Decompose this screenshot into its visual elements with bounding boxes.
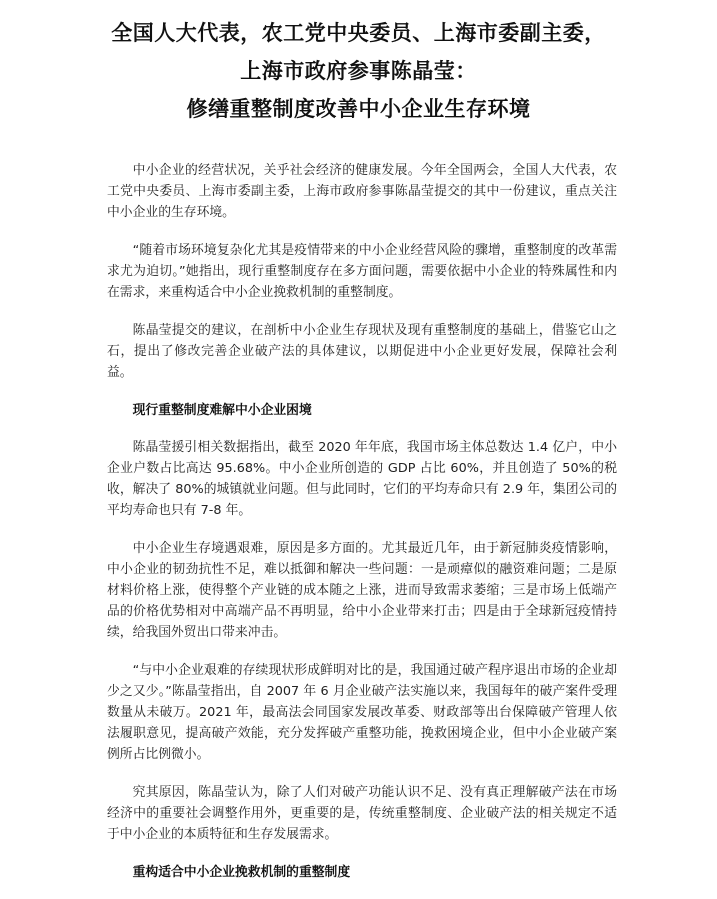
section-heading-2: 重构适合中小企业挽救机制的重整制度 (132, 865, 351, 880)
paragraph-reasons: 究其原因，陈晶莹认为，除了人们对破产功能认识不足、没有真正理解破产法在市场经济中的重要社会调整作用外，更重要的是，传统重整制度、企业破产法的相关规定不适于中小企业的本质特征和生存发展需求。 (107, 785, 617, 842)
paragraph-statistics: 陈晶莹援引相关数据指出，截至 2020 年年底，我国市场主体总数达 1.4 亿户，中小企业户数占比高达 95.68%。中小企业所创造的 GDP 占比 60%，并且创造了 50%的税收，解决了 80%的城镇就业问题。但与此同时，它们的平均寿命只有 2.9 年，集团公司的平均寿命也只有 7-8 年。 (107, 440, 617, 518)
article-title (0, 14, 717, 128)
paragraph-quote: “随着市场环境复杂化尤其是疫情带来的中小企业经营风险的骤增，重整制度的改革需求尤为迫切。”她指出，现行重整制度存在多方面问题，需要依据中小企业的特殊属性和内在需求，来重构适合中小企业挽救机制的重整制度。 (107, 243, 617, 300)
article-body (107, 160, 617, 899)
paragraph-difficulties: 中小企业生存境遇艰难，原因是多方面的。尤其最近几年，由于新冠肺炎疫情影响，中小企业的韧劲抗性不足，难以抵御和解决一些问题：一是顽瘴似的融资难问题；二是原材料价格上涨，使得整个产业链的成本随之上涨，进而导致需求萎缩；三是市场上低端产品的价格优势相对中高端产品不再明显，给中小企业带来打击；四是由于全球新冠疫情持续，给我国外贸出口带来冲击。 (107, 541, 617, 640)
title-line-2: 上海市政府参事陈晶莹： (240, 59, 477, 83)
title-line-3: 修缮重整制度改善中小企业生存环境 (186, 97, 531, 121)
paragraph-intro: 中小企业的经营状况，关乎社会经济的健康发展。今年全国两会，全国人大代表，农工党中央委员、上海市委副主委，上海市政府参事陈晶莹提交的其中一份建议，重点关注中小企业的生存环境。 (107, 163, 617, 220)
title-line-1: 全国人大代表，农工党中央委员、上海市委副主委， (111, 21, 606, 45)
paragraph-proposal: 陈晶莹提交的建议，在剖析中小企业生存现状及现有重整制度的基础上，借鉴它山之石，提出了修改完善企业破产法的具体建议，以期促进中小企业更好发展，保障社会利益。 (107, 323, 617, 380)
paragraph-bankruptcy: “与中小企业艰难的存续现状形成鲜明对比的是，我国通过破产程序退出市场的企业却少之又少。”陈晶莹指出，自 2007 年 6 月企业破产法实施以来，我国每年的破产案件受理数量从未破万。2021 年，最高法会同国家发展改革委、财政部等出台保障破产管理人依法履职意见，提高破产效能，充分发挥破产重整功能，挽救困境企业，但中小企业破产案例所占比例微小。 (107, 663, 617, 762)
section-heading-1: 现行重整制度难解中小企业困境 (132, 403, 312, 418)
